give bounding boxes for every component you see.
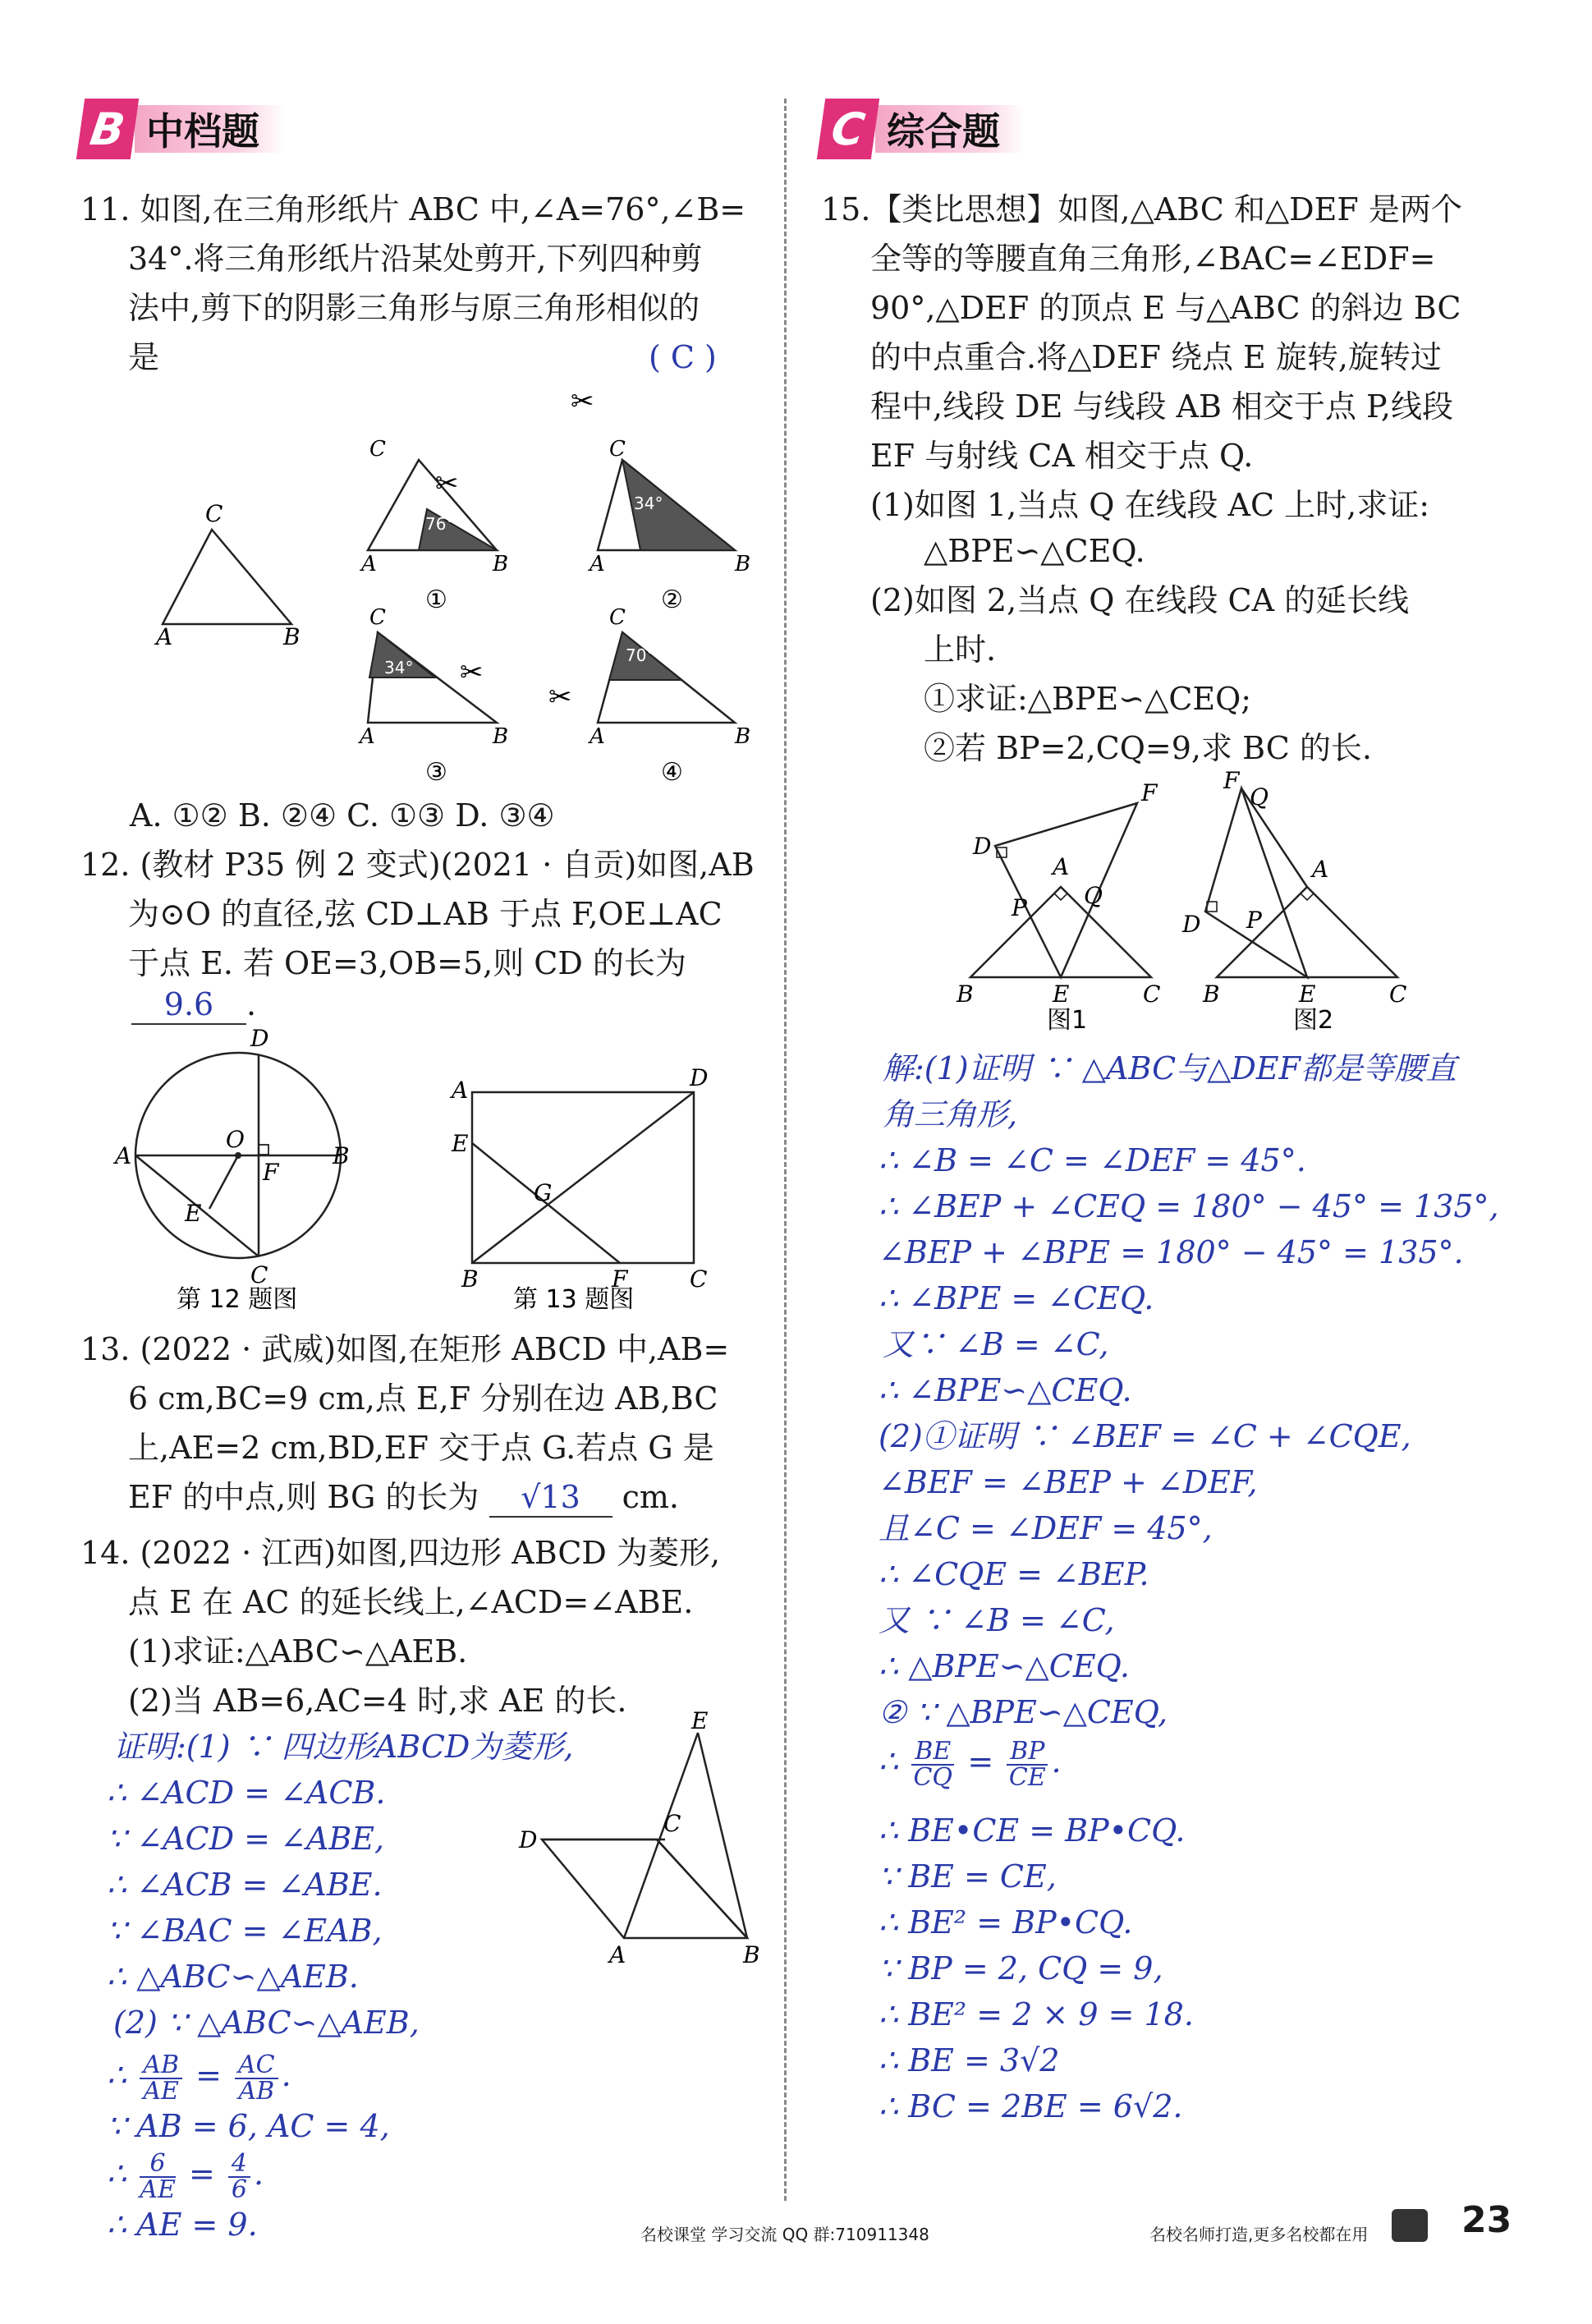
q15-line-8: △BPE∽△CEQ. (924, 533, 1145, 569)
scissors-icon: ✂ (571, 385, 594, 418)
q15-fig2-caption: 图2 (1293, 1006, 1334, 1035)
q15-fig1-D: D (973, 833, 992, 860)
q15-line-9: (2)如图 2,当点 Q 在线段 CA 的延长线 (870, 582, 1410, 618)
q15-line-11: ①求证:△BPE∽△CEQ; (924, 681, 1252, 717)
q15-fig2-right-angle-A (1301, 887, 1314, 900)
q15-solution-7: ∴ ∠BPE∽△CEQ. (879, 1372, 1132, 1408)
q13-label-C: C (690, 1265, 708, 1293)
footer-qq-group: 名校课堂 学习交流 QQ 群:710911348 (640, 2225, 929, 2244)
q13-label-F: F (612, 1265, 628, 1293)
section-b-title: 中档题 (135, 105, 284, 153)
q15-fig2-triangle-DEF (1205, 788, 1307, 977)
q15-solution-9: ∠BEF = ∠BEP + ∠DEF, (879, 1464, 1258, 1500)
q14-solution-6: (2) ∵ △ABC∽△AEB, (113, 2005, 420, 2041)
q12-label-F: F (263, 1159, 279, 1186)
q15-solution-4: ∠BEP + ∠BPE = 180° − 45° = 135°. (879, 1234, 1464, 1270)
q12-q13-figures (115, 1025, 780, 1316)
q12-segment-OE (209, 1155, 238, 1209)
q12-label-A: A (115, 1142, 132, 1169)
q12-right-angle-mark (259, 1145, 268, 1155)
q15-solution-0: 解:(1)证明 ∵ △ABC与△DEF都是等腰直 (883, 1050, 1457, 1086)
q14-label-B: B (743, 1941, 760, 1968)
q14-line-1: 14. (2022 · 江西)如图,四边形 ABCD 为菱形, (80, 1535, 721, 1571)
q14-label-C: C (663, 1810, 681, 1837)
section-c-title: 综合题 (875, 105, 1025, 153)
q15-solution-2: ∴ ∠B = ∠C = ∠DEF = 45°. (879, 1142, 1306, 1178)
q14-given-values: ∵ AB = 6, AC = 4, (107, 2108, 390, 2144)
q13-line-4: EF 的中点,则 BG 的长为 √13 cm. (128, 1478, 679, 1518)
q11-fig4-number: ④ (661, 758, 683, 787)
q13-unit: cm. (622, 1479, 680, 1515)
q14-fraction-1: ∴ $\frac{AB}{AE}$ = $\frac{AC}{AB}$ . (107, 2050, 291, 2106)
q12-label-B: B (333, 1142, 350, 1169)
q15-solution-3: ∴ ∠BEP + ∠CEQ = 180° − 45° = 135°, (879, 1188, 1499, 1224)
q11-answer: ( C ) (649, 339, 717, 375)
q11-label-B: B (283, 623, 301, 650)
q14-rhombus (542, 1839, 747, 1938)
q15-fig2-Q: Q (1250, 783, 1269, 811)
page-number: 23 (1461, 2199, 1512, 2241)
q15-solution2-6: ∴ BC = 2BE = 6√2. (879, 2088, 1183, 2124)
q11-fig4-B: B (735, 724, 751, 749)
q12-label-E: E (185, 1200, 202, 1227)
q12-line-1: 12. (教材 P35 例 2 变式)(2021 · 自贡)如图,AB (80, 847, 755, 883)
q11-line-4: 是 (128, 339, 160, 375)
section-c-letter: C (817, 99, 879, 159)
q11-fig4-angle: 70° (626, 645, 655, 665)
q11-fig4-A: A (590, 724, 605, 749)
q12-answer-blank: 9.6 . (131, 985, 256, 1025)
q12-label-C: C (250, 1261, 268, 1288)
q11-figures (123, 378, 772, 788)
q11-label-A: A (156, 623, 173, 650)
q11-fig1-number: ① (425, 586, 447, 614)
q12-answer: 9.6 (131, 985, 246, 1025)
q11-fig3-C: C (369, 605, 386, 630)
q13-caption: 第 13 题图 (513, 1285, 635, 1314)
q15-solution2-0: ∴ BE•CE = BP•CQ. (879, 1812, 1186, 1849)
q12-line-3: 于点 E. 若 OE=3,OB=5,则 CD 的长为 (128, 945, 686, 981)
q14-solution-5: ∴ △ABC∽△AEB. (107, 1959, 359, 1995)
q12-center-point (235, 1152, 241, 1159)
q15-fig1-C: C (1143, 981, 1161, 1008)
q11-fig2-C: C (609, 437, 626, 462)
q11-fig4-C: C (609, 605, 626, 630)
q15-fig1-P: P (1012, 894, 1027, 921)
q14-final-answer: ∴ AE = 9. (107, 2207, 258, 2243)
q14-line-BE (698, 1733, 747, 1938)
q11-line-3: 法中,剪下的阴影三角形与原三角形相似的 (128, 290, 700, 326)
q15-fig1-F: F (1141, 779, 1158, 806)
q15-solution2-2: ∴ BE² = BP•CQ. (879, 1904, 1133, 1940)
q15-line-5: 程中,线段 DE 与线段 AB 相交于点 P,线段 (870, 388, 1453, 425)
q14-line-CB (657, 1839, 747, 1938)
q15-line-1: 15.【类比思想】如图,△ABC 和△DEF 是两个 (821, 191, 1462, 227)
q11-fig1-A: A (361, 552, 377, 576)
scissors-icon: ✂ (460, 656, 484, 689)
q15-solution-1: 角三角形, (883, 1096, 1018, 1132)
q12-label-O: O (226, 1126, 245, 1153)
section-b-header (80, 99, 284, 159)
q13-line-3: 上,AE=2 cm,BD,EF 交于点 G.若点 G 是 (128, 1430, 714, 1466)
q15-fig1-caption: 图1 (1047, 1006, 1088, 1035)
q14-line-3: (1)求证:△ABC∽△AEB. (128, 1633, 468, 1670)
q13-label-G: G (534, 1179, 553, 1206)
q15-solution2-5: ∴ BE = 3√2 (879, 2042, 1060, 2078)
q14-solution-1: ∴ ∠ACD = ∠ACB. (107, 1775, 386, 1811)
q14-solution-3: ∴ ∠ACB = ∠ABE. (107, 1867, 383, 1903)
q13-diagonal-BD (472, 1092, 694, 1263)
q14-fraction-2: ∴ $\frac{6}{AE}$ = $\frac{4}{6}$ . (107, 2148, 264, 2204)
q15-fraction: ∴ $\frac{BE}{CQ}$ = $\frac{BP}{CE}$ . (879, 1736, 1062, 1792)
q11-fig3-A: A (360, 724, 375, 749)
column-divider (784, 99, 787, 2201)
q15-fig2-D: D (1182, 911, 1201, 938)
q13-label-D: D (690, 1064, 709, 1091)
q11-line-2: 34°.将三角形纸片沿某处剪开,下列四种剪 (128, 241, 703, 277)
q15-fig2-B: B (1203, 981, 1220, 1008)
q14-label-D: D (519, 1826, 538, 1853)
q11-fig2-A: A (590, 552, 605, 576)
q15-fig1-B: B (957, 981, 974, 1008)
q15-line-6: EF 与射线 CA 相交于点 Q. (870, 438, 1254, 474)
q15-fig2-P: P (1246, 907, 1262, 934)
q15-line-2: 全等的等腰直角三角形,∠BAC=∠EDF= (870, 241, 1436, 277)
q15-fig1-Q: Q (1084, 882, 1103, 909)
q15-solution-8: (2)①证明 ∵ ∠BEF = ∠C + ∠CQE, (879, 1418, 1411, 1454)
q15-solution2-4: ∴ BE² = 2 × 9 = 18. (879, 1996, 1194, 2032)
q15-solution-11: ∴ ∠CQE = ∠BEP. (879, 1556, 1149, 1592)
q14-solution-0: 证明:(1) ∵ 四边形ABCD为菱形, (113, 1729, 574, 1765)
q11-fig1-C: C (369, 437, 386, 462)
q15-line-12: ②若 BP=2,CQ=9,求 BC 的长. (924, 730, 1372, 766)
q15-line-4: 的中点重合.将△DEF 绕点 E 旋转,旋转过 (870, 339, 1442, 375)
q11-fig2-angle: 34° (634, 494, 663, 513)
q11-fig2-number: ② (661, 586, 683, 614)
q11-line-1: 11. 如图,在三角形纸片 ABC 中,∠A=76°,∠B= (80, 191, 746, 227)
q13-label-B: B (461, 1265, 479, 1293)
scissors-icon: ✂ (548, 681, 572, 714)
q15-solution2-3: ∵ BP = 2, CQ = 9, (879, 1950, 1163, 1986)
q13-label-A: A (452, 1077, 469, 1104)
q15-solution-10: 且∠C = ∠DEF = 45°, (879, 1510, 1213, 1546)
q14-figure (509, 1707, 780, 1996)
q15-fig1-right-angle-A (1054, 887, 1067, 900)
footer-slogan: 名校名师打造,更多名校都在用 (1149, 2225, 1369, 2244)
q12-line-2: 为⊙O 的直径,弦 CD⊥AB 于点 F,OE⊥AC (128, 896, 723, 932)
q11-options: A. ①② B. ②④ C. ①③ D. ③④ (130, 797, 555, 834)
q13-label-E: E (452, 1130, 469, 1157)
q15-fig2-C: C (1389, 981, 1407, 1008)
q14-line-2: 点 E 在 AC 的延长线上,∠ACD=∠ABE. (128, 1584, 694, 1620)
q12-caption: 第 12 题图 (177, 1285, 298, 1314)
q13-line-1: 13. (2022 · 武威)如图,在矩形 ABCD 中,AB= (80, 1331, 730, 1367)
q11-fig1-angle: 76° (425, 514, 455, 534)
q13-answer: √13 (489, 1478, 612, 1518)
scissors-icon: ✂ (435, 467, 459, 500)
q15-line-7: (1)如图 1,当点 Q 在线段 AC 上时,求证: (870, 487, 1430, 523)
q14-line-4: (2)当 AB=6,AC=4 时,求 AE 的长. (128, 1683, 627, 1719)
q11-label-C: C (205, 500, 223, 527)
q11-fig3-angle: 34° (384, 658, 414, 677)
section-b-letter: B (76, 99, 139, 159)
q14-line-AE (624, 1733, 698, 1938)
section-c-header (821, 99, 1025, 159)
publisher-logo-icon (1392, 2209, 1428, 2242)
q15-line-10: 上时. (924, 632, 997, 668)
q15-solution-14: ② ∵ △BPE∽△CEQ, (879, 1694, 1168, 1730)
q14-solution-4: ∵ ∠BAC = ∠EAB, (107, 1913, 383, 1949)
q11-fig3-B: B (493, 724, 509, 749)
q15-fig2-A: A (1312, 856, 1329, 883)
q15-fig1-E: E (1053, 981, 1070, 1008)
q11-fig3-number: ③ (425, 758, 447, 787)
q12-label-D: D (250, 1025, 269, 1052)
q11-fig1-B: B (493, 552, 509, 576)
q11-original-triangle (163, 530, 291, 624)
q15-figures (957, 767, 1420, 1043)
q15-solution-5: ∴ ∠BPE = ∠CEQ. (879, 1280, 1154, 1316)
q15-solution-6: 又∵ ∠B = ∠C, (883, 1326, 1109, 1362)
q14-label-E: E (691, 1707, 709, 1734)
q15-line-3: 90°,△DEF 的顶点 E 与△ABC 的斜边 BC (870, 290, 1461, 326)
q13-line-2: 6 cm,BC=9 cm,点 E,F 分别在边 AB,BC (128, 1380, 718, 1417)
q15-solution-12: 又 ∵ ∠B = ∠C, (879, 1602, 1115, 1638)
q14-label-A: A (609, 1941, 626, 1968)
q15-solution2-1: ∵ BE = CE, (879, 1858, 1057, 1895)
q14-solution-2: ∵ ∠ACD = ∠ABE, (107, 1821, 385, 1857)
q15-fig1-A: A (1053, 853, 1070, 880)
q15-fig1-triangle-DEF (995, 803, 1137, 977)
q15-solution-13: ∴ △BPE∽△CEQ. (879, 1648, 1130, 1684)
q15-fig2-E: E (1299, 981, 1316, 1008)
q15-fig2-F: F (1223, 767, 1240, 794)
q11-fig2-B: B (735, 552, 751, 576)
